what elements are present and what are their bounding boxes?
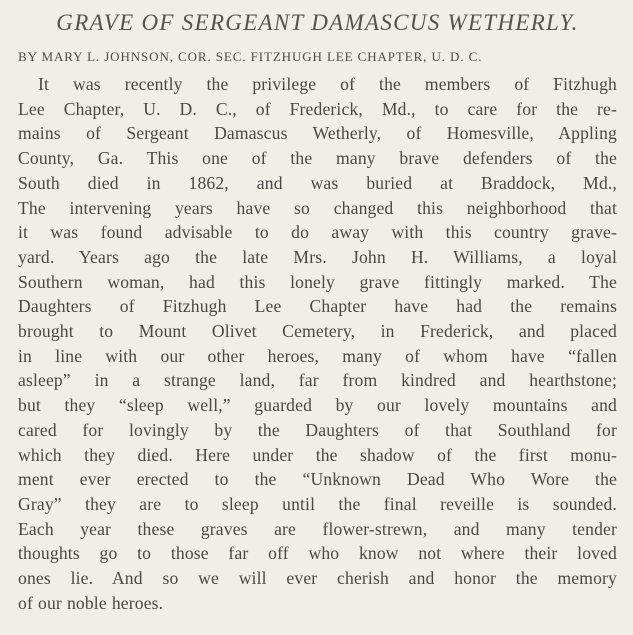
body-line: Each year these graves are flower-strewn, and many tender xyxy=(18,518,617,539)
body-line: mains of Sergeant Damascus Wetherly, of Homesville, Appling xyxy=(18,123,617,144)
body-line: cared for lovingly by the Daughters of that Southland for xyxy=(18,419,617,440)
body-line: Daughters of Fitzhugh Lee Chapter have had the remains xyxy=(18,296,617,317)
body-line: County, Ga. This one of the many brave defenders of the xyxy=(18,148,617,169)
body-line: it was found advisable to do away with this country grave- xyxy=(18,222,617,243)
article-body xyxy=(18,72,617,615)
body-line: of our noble heroes. xyxy=(18,592,164,613)
body-line: Southern woman, had this lonely grave fittingly marked. The xyxy=(18,271,617,292)
article-title: GRAVE OF SERGEANT DAMASCUS WETHERLY. xyxy=(56,10,579,35)
body-line: in line with our other heroes, many of whom have “fallen xyxy=(18,345,617,366)
body-line: South died in 1862, and was buried at Braddock, Md., xyxy=(18,172,617,193)
body-line: It was recently the privilege of the members of Fitzhugh xyxy=(38,74,617,94)
body-line: but they “sleep well,” guarded by our lovely mountains and xyxy=(18,395,617,416)
body-line: brought to Mount Olivet Cemetery, in Frederick, and placed xyxy=(18,321,617,342)
body-line: Gray” they are to sleep until the final reveille is sounded. xyxy=(18,493,617,514)
body-line: ment ever erected to the “Unknown Dead Who Wore the xyxy=(18,469,617,490)
body-line: yard. Years ago the late Mrs. John H. Williams, a loyal xyxy=(18,246,617,267)
article-byline: BY MARY L. JOHNSON, COR. SEC. FITZHUGH LEE CHAPTER, U. D. C. xyxy=(18,49,483,64)
body-line: Lee Chapter, U. D. C., of Frederick, Md., to care for the re- xyxy=(18,98,617,119)
body-line: ones lie. And so we will ever cherish and honor the memory xyxy=(18,568,617,589)
body-line: which they died. Here under the shadow of the first monu- xyxy=(18,444,617,465)
body-line: asleep” in a strange land, far from kindred and hearthstone; xyxy=(18,370,617,391)
body-line: The intervening years have so changed this neighborhood that xyxy=(18,197,617,218)
body-line: thoughts go to those far off who know not where their loved xyxy=(18,543,617,564)
